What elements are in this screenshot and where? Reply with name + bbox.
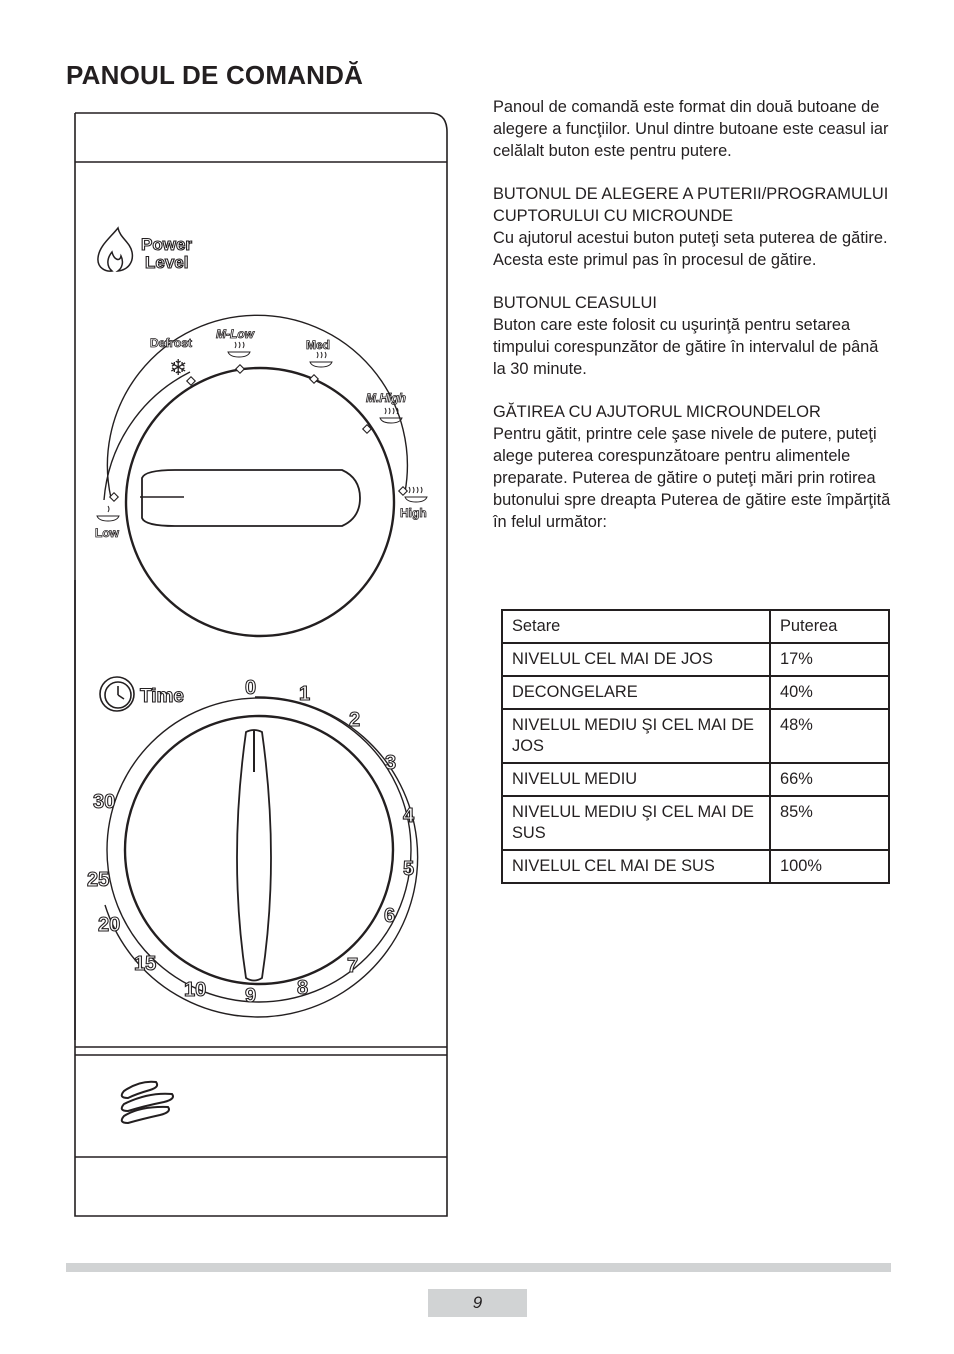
- section-text: Cu ajutorul acestui buton puteţi seta puterea de gătire. Acesta este primul pas în procesul de gătire.: [493, 229, 888, 269]
- microwave-wave-icon: [122, 1082, 173, 1123]
- table-row: [502, 850, 889, 883]
- table-cell: 100%: [770, 850, 889, 883]
- timer-mark: 4: [403, 805, 415, 827]
- table-cell: NIVELUL MEDIU ŞI CEL MAI DE JOS: [502, 709, 770, 763]
- table-row: [502, 643, 889, 676]
- power-level-label: Power: [141, 235, 193, 254]
- power-setting-label: Defrost: [150, 336, 193, 350]
- timer-mark: 9: [245, 985, 257, 1007]
- table-cell: 17%: [770, 643, 889, 676]
- footer-divider: [66, 1263, 891, 1272]
- table-cell: DECONGELARE: [502, 676, 770, 709]
- table-cell: NIVELUL CEL MAI DE JOS: [502, 643, 770, 676]
- snowflake-icon: ❄: [169, 355, 188, 380]
- table-cell: NIVELUL MEDIU ŞI CEL MAI DE SUS: [502, 796, 770, 850]
- table-cell: NIVELUL CEL MAI DE SUS: [502, 850, 770, 883]
- table-header-cell: Setare: [502, 610, 770, 643]
- section-text: Pentru gătit, printre cele şase nivele de putere, puteţi alege puterea corespunzătoare pentru alimentele preparate. Puterea de gătire o puteţi mări prin rotirea butonului spre dreapta Puterea de gătire este împărţită în felul următor:: [493, 425, 891, 531]
- section-clock-button: [493, 292, 895, 380]
- clock-icon: [100, 677, 134, 711]
- power-setting-label: High: [400, 506, 427, 520]
- section-heading: GĂTIREA CU AJUTORUL MICROUNDELOR: [493, 403, 821, 421]
- section-heading: BUTONUL CEASULUI: [493, 294, 657, 312]
- table-header-row: [502, 610, 889, 643]
- timer-mark: 0: [245, 677, 257, 699]
- section-power-button: [493, 183, 895, 271]
- page-number: 9: [428, 1289, 527, 1317]
- power-setting-label: Med: [306, 338, 330, 352]
- description-column: [493, 96, 895, 554]
- table-header-cell: Puterea: [770, 610, 889, 643]
- timer-mark: 5: [403, 858, 415, 880]
- table-row: [502, 709, 889, 763]
- timer-mark: 10: [184, 979, 207, 1001]
- table-cell: 40%: [770, 676, 889, 709]
- timer-mark: 25: [87, 869, 110, 891]
- section-heading: BUTONUL DE ALEGERE A PUTERII/PROGRAMULUI CUPTORULUI CU MICROUNDE: [493, 185, 889, 225]
- power-knob[interactable]: [104, 315, 407, 636]
- section-microwave-cooking: [493, 401, 895, 533]
- timer-mark: 7: [347, 955, 359, 977]
- power-setting-label: M-Low: [216, 327, 254, 341]
- power-setting-label: Low: [95, 526, 119, 540]
- table-cell: 48%: [770, 709, 889, 763]
- power-level-table: [501, 609, 890, 884]
- table-row: [502, 763, 889, 796]
- table-cell: NIVELUL MEDIU: [502, 763, 770, 796]
- timer-mark: 1: [299, 683, 311, 705]
- control-panel-illustration: [60, 104, 460, 1228]
- table-cell: 85%: [770, 796, 889, 850]
- timer-mark: 30: [93, 791, 116, 813]
- table-row: [502, 796, 889, 850]
- timer-mark: 3: [385, 752, 397, 774]
- table-row: [502, 676, 889, 709]
- page-title: PANOUL DE COMANDĂ: [66, 60, 364, 90]
- power-level-label-2: Level: [145, 253, 189, 272]
- timer-mark: 15: [134, 953, 157, 975]
- power-setting-label: M.High: [366, 391, 406, 405]
- timer-mark: 2: [349, 709, 361, 731]
- flame-icon: [98, 228, 132, 271]
- timer-mark: 6: [384, 905, 396, 927]
- intro-paragraph: Panoul de comandă este format din două butoane de alegere a funcţiilor. Unul dintre butoane este ceasul iar celălalt buton este pentru putere.: [493, 98, 889, 160]
- timer-mark: 8: [297, 977, 309, 999]
- section-text: Buton care este folosit cu uşurinţă pentru setarea timpului corespunzător de gătire în intervalul de până la 30 minute.: [493, 316, 879, 378]
- time-label: Time: [140, 686, 185, 707]
- timer-mark: 20: [98, 914, 121, 936]
- table-cell: 66%: [770, 763, 889, 796]
